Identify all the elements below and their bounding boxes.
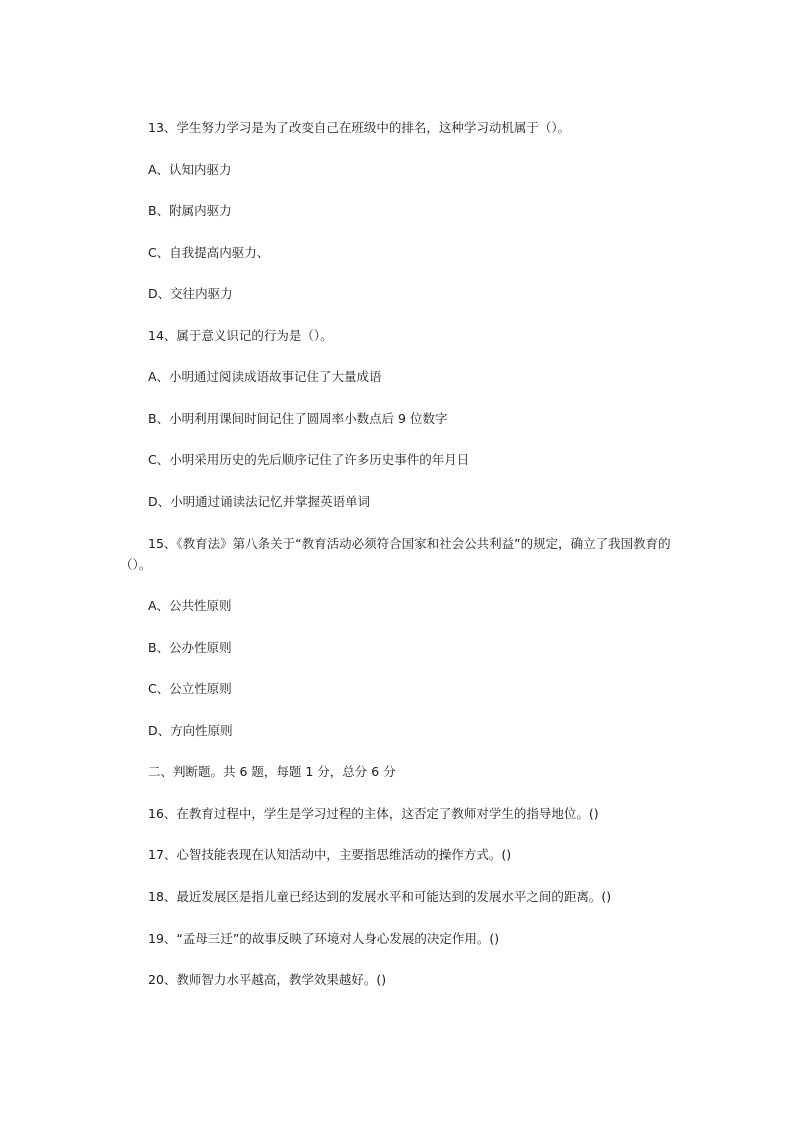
question-15-option-b: B、公办性原则 xyxy=(148,640,232,655)
question-19: 19、“孟母三迁”的故事反映了环境对人身心发展的决定作用。() xyxy=(148,931,500,946)
question-14-option-b: B、小明利用课间时间记住了圆周率小数点后 9 位数字 xyxy=(148,411,448,426)
question-16: 16、在教育过程中，学生是学习过程的主体，这否定了教师对学生的指导地位。() xyxy=(148,806,599,821)
question-13-option-b: B、附属内驱力 xyxy=(148,203,232,218)
question-14-option-d: D、小明通过诵读法记忆并掌握英语单词 xyxy=(148,494,371,509)
question-15: 15、《教育法》第八条关于“教育活动必须符合国家和社会公共利益”的规定，确立了我国教育的（）。 xyxy=(120,536,671,572)
question-14-option-c: C、小明采用历史的先后顺序记住了许多历史事件的年月日 xyxy=(148,452,470,467)
section-heading-true-false: 二、判断题。共 6 题，每题 1 分，总分 6 分 xyxy=(148,764,396,779)
question-15-option-c: C、公立性原则 xyxy=(148,681,232,696)
question-14-option-a: A、小明通过阅读成语故事记住了大量成语 xyxy=(148,369,382,384)
question-17: 17、心智技能表现在认知活动中，主要指思维活动的操作方式。() xyxy=(148,847,512,862)
question-15-option-d: D、方向性原则 xyxy=(148,723,233,738)
question-13-option-c: C、自我提高内驱力、 xyxy=(148,245,270,260)
question-18: 18、最近发展区是指儿童已经达到的发展水平和可能达到的发展水平之间的距离。() xyxy=(148,889,612,904)
question-13-option-a: A、认知内驱力 xyxy=(148,162,232,177)
question-13: 13、学生努力学习是为了改变自己在班级中的排名，这种学习动机属于（）。 xyxy=(148,120,571,135)
question-20: 20、教师智力水平越高，教学效果越好。() xyxy=(148,972,387,987)
question-14: 14、属于意义识记的行为是（）。 xyxy=(148,328,333,343)
question-13-option-d: D、交往内驱力 xyxy=(148,286,233,301)
question-15-option-a: A、公共性原则 xyxy=(148,598,232,613)
